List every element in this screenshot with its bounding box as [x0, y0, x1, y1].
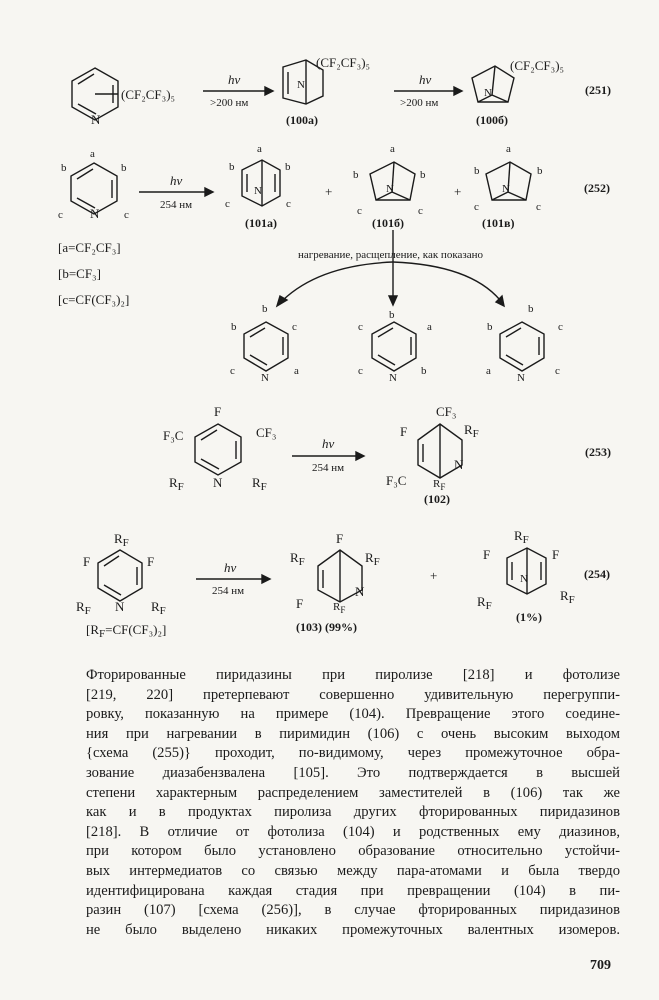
text-line: не было выделено никаких промежуточных валентных изомеров. [86, 921, 620, 938]
ring-nitrogen-label: N [297, 79, 305, 91]
compound-minor: (1%) [516, 610, 542, 624]
svg-text:RF: $R_F$ [477, 594, 492, 612]
svg-text:c: c [58, 209, 63, 221]
scheme-254 [76, 528, 610, 640]
svg-text:F₃C: F₃C [386, 473, 407, 488]
svg-text:b: b [285, 161, 291, 173]
svg-text:RF: $R_F$ [333, 601, 346, 615]
svg-text:RF: $R_F$ [252, 475, 267, 493]
svg-text:b: b [61, 162, 67, 174]
svg-text:c: c [558, 321, 563, 333]
svg-text:b: b [537, 165, 543, 177]
condition-label: 254 нм [160, 199, 193, 211]
hv-label: hν [224, 560, 237, 575]
svg-text:CF₃: CF₃ [436, 404, 457, 419]
scheme-252 [58, 143, 610, 384]
text-line: {схема (255)} проходит, по-видимому, через промежуточное обра- [86, 745, 620, 762]
svg-text:N: N [355, 584, 365, 599]
hv-label: hν [322, 436, 335, 451]
condition-label: 254 нм [212, 585, 245, 597]
text-line: степени характерным распределением заместителей в (106) так же [86, 784, 620, 801]
svg-text:b: b [420, 169, 426, 181]
svg-text:b: b [229, 161, 235, 173]
body-paragraph [86, 666, 620, 940]
svg-text:N: N [90, 206, 100, 221]
svg-text:N: N [454, 457, 464, 472]
svg-text:RF: $R_F$ [433, 478, 446, 492]
heating-label: нагревание, расщепление, как показано [298, 249, 483, 261]
legend-b: [b=CF₃] [58, 266, 101, 281]
svg-text:RF: $R_F$ [114, 531, 129, 549]
svg-text:N: N [502, 183, 510, 195]
condition-label: >200 нм [400, 97, 439, 109]
text-line: идентифицирована каждая стадия при превращении (104) в пи- [86, 882, 620, 899]
svg-text:F: F [214, 404, 222, 419]
compound-101b: (101б) [372, 216, 404, 230]
svg-text:a: a [506, 143, 511, 155]
svg-text:b: b [121, 162, 127, 174]
svg-text:b: b [231, 321, 237, 333]
condition-label: >200 нм [210, 97, 249, 109]
ring-nitrogen-label: N [484, 87, 492, 99]
svg-text:+: + [325, 184, 333, 199]
svg-text:c: c [225, 198, 230, 210]
text-line: вых интермедиатов со связью между пара-атомами и была твердо [86, 862, 620, 879]
svg-text:c: c [555, 365, 560, 377]
svg-text:a: a [294, 365, 299, 377]
compound-100b: (100б) [476, 113, 508, 127]
svg-text:N: N [261, 372, 269, 384]
svg-text:RF: $R_F$ [365, 550, 380, 568]
svg-text:N: N [386, 183, 394, 195]
svg-text:F: F [147, 554, 155, 569]
svg-text:b: b [262, 303, 268, 315]
text-line: ровку, показанную на примере (104). Превращение этого соедине- [86, 706, 620, 723]
text-line: Фторированные пиридазины при пиролизе [218] и фотолизе [86, 667, 620, 683]
svg-text:c: c [286, 198, 291, 210]
svg-text:c: c [292, 321, 297, 333]
svg-text:N: N [517, 372, 525, 384]
svg-text:c: c [418, 205, 423, 217]
compound-102: (102) [424, 492, 450, 506]
svg-text:c: c [124, 209, 129, 221]
text-line: ния при нагревании в пиримидин (106) с очень высоким выходом [86, 725, 620, 742]
legend-c: [c=CF(CF₃)₂] [58, 292, 130, 307]
svg-text:b: b [389, 309, 395, 321]
svg-text:RF: $R_F$ [169, 475, 184, 493]
scheme-number: (252) [584, 181, 610, 195]
substituent-label: (CF₂CF₃)₅ [316, 55, 371, 70]
svg-text:F: F [83, 554, 91, 569]
svg-text:a: a [257, 143, 262, 155]
svg-text:N: N [389, 372, 397, 384]
svg-text:RF: $R_F$ [514, 528, 529, 546]
substituent-label: (CF₂CF₃)₅ [510, 58, 565, 73]
svg-text:RF: $R_F$ [76, 599, 91, 617]
svg-text:a: a [90, 148, 95, 160]
svg-text:N: N [520, 573, 528, 585]
svg-text:b: b [421, 365, 427, 377]
hv-label: hν [228, 72, 241, 87]
svg-text:c: c [358, 321, 363, 333]
scheme-number: (254) [584, 567, 610, 581]
compound-101a: (101а) [245, 216, 277, 230]
svg-text:RF: $R_F$ [560, 588, 575, 606]
svg-text:a: a [427, 321, 432, 333]
legend-a: [a=CF₂CF₃] [58, 240, 121, 255]
scheme-251 [72, 55, 611, 127]
ring-nitrogen-label: N [91, 112, 101, 127]
svg-text:F: F [296, 596, 304, 611]
svg-text:c: c [536, 201, 541, 213]
condition-label: 254 нм [312, 462, 345, 474]
substituent-label: (CF₂CF₃)₅ [121, 87, 176, 102]
text-line: [218]. В отличие от фотолиза (104) и родственных ему диазинов, [86, 823, 620, 840]
svg-text:F₃C: F₃C [163, 428, 184, 443]
svg-text:+: + [454, 184, 462, 199]
svg-text:F: F [400, 424, 408, 439]
svg-text:RF: $R_F$ [290, 550, 305, 568]
svg-text:c: c [357, 205, 362, 217]
page-number: 709 [590, 958, 611, 973]
svg-text:F: F [552, 547, 560, 562]
svg-text:c: c [230, 365, 235, 377]
svg-text:RF: $R_F$ [464, 422, 479, 440]
svg-text:b: b [528, 303, 534, 315]
legend-rf: $[R_F=CF(CF_3)_2]$ [86, 622, 167, 640]
svg-text:RF: $R_F$ [151, 599, 166, 617]
svg-text:+: + [430, 568, 438, 583]
svg-text:F: F [336, 531, 344, 546]
svg-text:b: b [487, 321, 493, 333]
hv-label: hν [419, 72, 432, 87]
text-line: зование диазабензвалена [105]. Это подтверждается в высшей [86, 764, 620, 781]
text-line: [219, 220] претерпевают совершенно удивительную перегруппи- [86, 686, 620, 703]
scheme-253 [163, 404, 611, 506]
svg-text:c: c [474, 201, 479, 213]
svg-text:b: b [353, 169, 359, 181]
scheme-number: (253) [585, 445, 611, 459]
svg-text:F: F [483, 547, 491, 562]
svg-text:c: c [358, 365, 363, 377]
svg-text:a: a [390, 143, 395, 155]
compound-101v: (101в) [482, 216, 515, 230]
svg-text:N: N [213, 475, 223, 490]
svg-text:b: b [474, 165, 480, 177]
text-line: при котором было установлено образование относительно устойчи- [86, 843, 620, 860]
scheme-number: (251) [585, 83, 611, 97]
svg-text:N: N [115, 599, 125, 614]
svg-text:N: N [254, 185, 262, 197]
svg-text:CF₃: CF₃ [256, 425, 277, 440]
compound-100a: (100а) [286, 113, 318, 127]
text-line: разин (107) [схема (256)], в случае фторированных пиридазинов [86, 902, 620, 919]
text-line: как и в продуктах пиролиза других фторированных пиридазинов [86, 804, 620, 821]
svg-text:a: a [486, 365, 491, 377]
hv-label: hν [170, 173, 183, 188]
compound-103: (103) (99%) [296, 620, 357, 634]
